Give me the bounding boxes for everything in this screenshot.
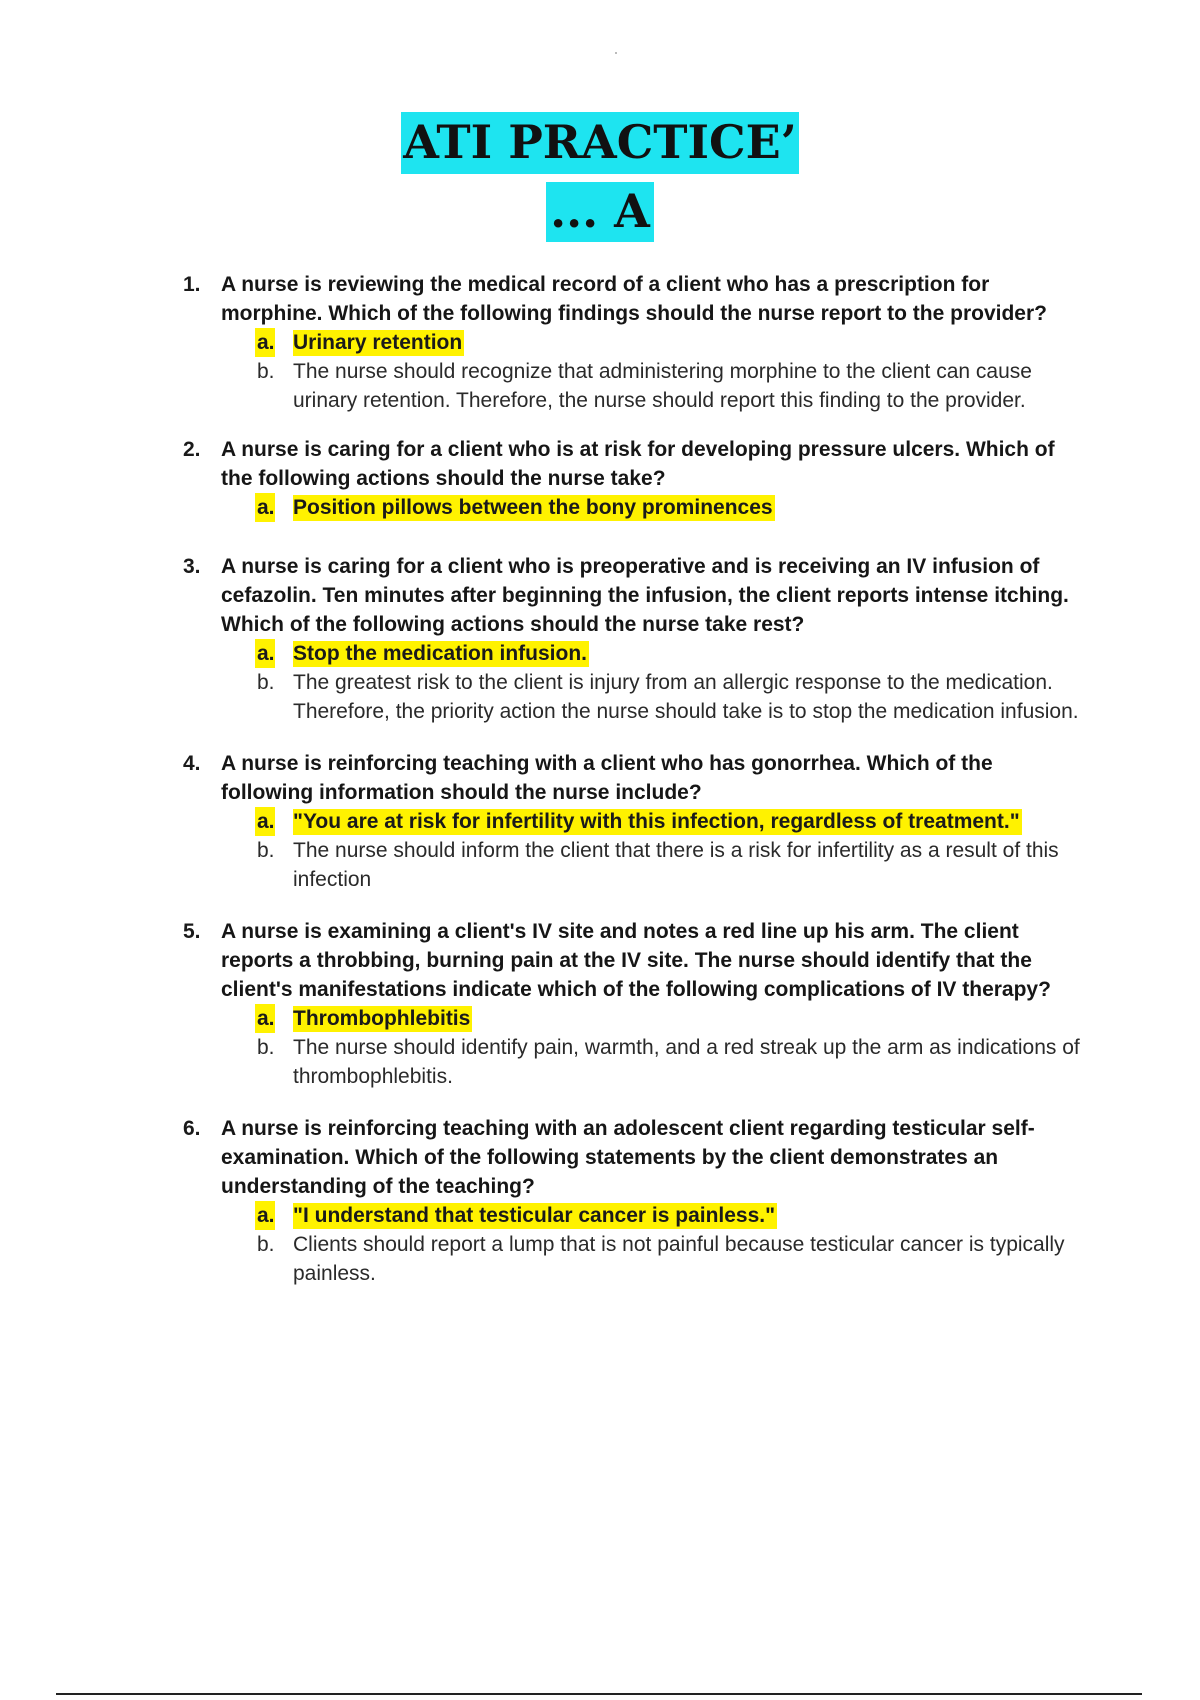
answer-option — [257, 328, 1083, 357]
question-text: A nurse is reinforcing teaching with an adolescent client regarding testicular self-examination. Which of the following statements by the client demonstrates an understanding of the teaching? — [221, 1117, 1035, 1198]
question-text: A nurse is examining a client's IV site and notes a red line up his arm. The client reports a throbbing, burning pain at the IV site. The nurse should identify that the client's manifestations indicate which of the following complications of IV therapy? — [221, 920, 1051, 1001]
option-letter: a. — [255, 639, 275, 668]
question-number: 2. — [183, 438, 201, 461]
question-number: 6. — [183, 1117, 201, 1140]
rationale-option — [257, 1033, 1083, 1091]
option-letter: a. — [255, 493, 275, 522]
title-block — [0, 112, 1200, 242]
option-list — [221, 1004, 1083, 1091]
answer-text: "You are at risk for infertility with this infection, regardless of treatment." — [293, 810, 1020, 833]
option-list — [221, 639, 1083, 726]
option-letter: b. — [257, 839, 275, 862]
rationale-option — [257, 357, 1083, 415]
question-list — [183, 270, 1083, 1288]
question-1 — [183, 270, 1083, 415]
answer-option — [257, 639, 1083, 668]
page-bottom-rule — [56, 1693, 1142, 1695]
document-subtitle: ... A — [546, 182, 654, 242]
rationale-option — [257, 836, 1083, 894]
option-list — [221, 493, 1083, 522]
option-letter: b. — [257, 1036, 275, 1059]
rationale-text: The greatest risk to the client is injury from an allergic response to the medication. Therefore, the priority action the nurse should take is to stop the medication infusion. — [293, 671, 1079, 723]
option-letter: a. — [255, 807, 275, 836]
question-3 — [183, 552, 1083, 726]
rationale-text: The nurse should identify pain, warmth, and a red streak up the arm as indications of thrombophlebitis. — [293, 1036, 1080, 1088]
answer-option — [257, 1004, 1083, 1033]
option-letter: a. — [255, 1004, 275, 1033]
answer-option — [257, 493, 1083, 522]
question-number: 1. — [183, 273, 201, 296]
option-letter: a. — [255, 1201, 275, 1230]
answer-option — [257, 807, 1083, 836]
rationale-option — [257, 668, 1083, 726]
question-6 — [183, 1114, 1083, 1288]
rationale-text: The nurse should recognize that administering morphine to the client can cause urinary retention. Therefore, the nurse should report this finding to the provider. — [293, 360, 1032, 412]
question-text: A nurse is reviewing the medical record of a client who has a prescription for morphine. Which of the following findings should the nurse report to the provider? — [221, 273, 1047, 325]
question-text: A nurse is reinforcing teaching with a client who has gonorrhea. Which of the following information should the nurse include? — [221, 752, 993, 804]
document-title: ATI PRACTICE’ — [401, 112, 799, 174]
question-number: 4. — [183, 752, 201, 775]
question-number: 5. — [183, 920, 201, 943]
option-letter: b. — [257, 671, 275, 694]
option-letter: b. — [257, 360, 275, 383]
option-letter: b. — [257, 1233, 275, 1256]
option-letter: a. — [255, 328, 275, 357]
question-2 — [183, 435, 1083, 522]
question-5 — [183, 917, 1083, 1091]
option-list — [221, 328, 1083, 415]
rationale-option — [257, 1230, 1083, 1288]
rationale-text: Clients should report a lump that is not painful because testicular cancer is typically painless. — [293, 1233, 1065, 1285]
question-number: 3. — [183, 555, 201, 578]
answer-text: Urinary retention — [293, 331, 463, 354]
question-text: A nurse is caring for a client who is at risk for developing pressure ulcers. Which of the following actions should the nurse take? — [221, 438, 1055, 490]
rationale-text: The nurse should inform the client that there is a risk for infertility as a result of this infection — [293, 839, 1059, 891]
answer-text: "I understand that testicular cancer is painless." — [293, 1204, 776, 1227]
question-4 — [183, 749, 1083, 894]
answer-text: Position pillows between the bony prominences — [293, 496, 773, 519]
option-list — [221, 807, 1083, 894]
question-text: A nurse is caring for a client who is preoperative and is receiving an IV infusion of cefazolin. Ten minutes after beginning the infusion, the client reports intense itching. Which of the following actions should the nurse take rest? — [221, 555, 1069, 636]
answer-option — [257, 1201, 1083, 1230]
scan-speck — [615, 52, 617, 54]
option-list — [221, 1201, 1083, 1288]
answer-text: Thrombophlebitis — [293, 1007, 471, 1030]
answer-text: Stop the medication infusion. — [293, 642, 587, 665]
